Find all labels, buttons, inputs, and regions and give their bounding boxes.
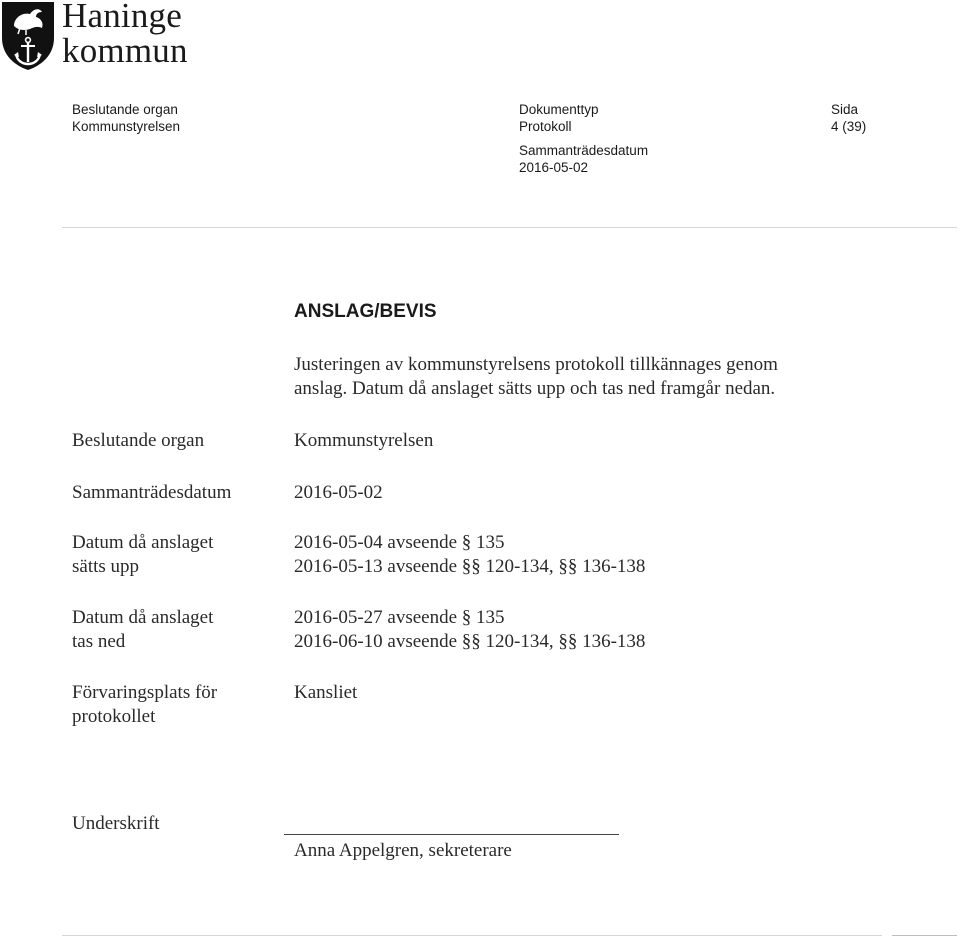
brand-name [62,0,188,68]
haninge-coat-of-arms-logo [0,0,56,72]
intro-paragraph [294,353,778,401]
header-divider [62,227,957,228]
field-date-label: Sammanträdesdatum [72,482,232,503]
signature-name: Anna Appelgren, sekreterare [294,840,512,861]
removed-value-sections: 120-134, [480,631,559,652]
footer-divider-right [892,935,957,936]
posted-value-sections: 120-134, [480,556,559,577]
signature-label: Underskrift [72,813,160,834]
field-removed-label-line-1: Datum då anslaget [72,607,214,628]
section-sign: §§ [461,556,481,577]
field-storage-value: Kansliet [294,682,358,703]
field-posted-label [72,531,213,579]
field-removed-values [294,606,645,654]
posted-value-row [294,531,645,555]
header-doctype-value: Protokoll [519,119,572,134]
removed-value-date: 2016-05-27 avseende [294,607,462,628]
posted-value-row [294,555,645,579]
field-storage-label [72,681,217,729]
section-sign: § [461,607,472,628]
field-organ-label: Beslutande organ [72,430,205,451]
intro-line-2: anslag. Datum då anslaget sätts upp och tas ned framgår nedan. [294,378,776,399]
brand-line-2: kommun [62,31,188,70]
section-sign: §§ [461,631,481,652]
posted-value-sections: 135 [471,532,505,553]
posted-value-date: 2016-05-04 avseende [294,532,462,553]
intro-line-1: Justeringen av kommunstyrelsens protokoll tillkännages genom [294,354,778,375]
removed-value-date: 2016-06-10 avseende [294,631,462,652]
field-removed-label-line-2: tas ned [72,631,126,652]
header-page-label: Sida [831,102,859,117]
brand-line-1: Haninge [62,0,182,35]
header-organ-label: Beslutande organ [72,102,178,117]
removed-value-sections: 135 [471,607,505,628]
field-storage-label-line-1: Förvaringsplats för [72,682,218,703]
posted-value-date: 2016-05-13 avseende [294,556,462,577]
header-page [831,101,866,135]
field-posted-label-line-1: Datum då anslaget [72,532,214,553]
header-date [519,142,648,176]
field-storage-label-line-2: protokollet [72,706,156,727]
header-date-label: Sammanträdesdatum [519,143,649,158]
removed-value-row [294,630,645,654]
header-date-value: 2016-05-02 [519,160,589,175]
field-posted-values [294,531,645,579]
section-sign: § [461,532,472,553]
field-date-value: 2016-05-02 [294,482,383,503]
field-posted-label-line-2: sätts upp [72,556,140,577]
header-doctype-label: Dokumenttyp [519,102,599,117]
field-organ-value: Kommunstyrelsen [294,430,434,451]
header-doctype [519,101,599,135]
removed-value-row [294,606,645,630]
section-sign: §§ [558,556,578,577]
document-title: ANSLAG/BEVIS [294,301,437,322]
field-removed-label [72,606,213,654]
section-sign: §§ [558,631,578,652]
posted-value-sections: 136-138 [577,556,646,577]
signature-line [284,834,619,835]
header-organ [72,101,180,135]
footer-divider [62,935,882,936]
header-organ-value: Kommunstyrelsen [72,119,181,134]
header-page-value: 4 (39) [831,119,867,134]
removed-value-sections: 136-138 [577,631,646,652]
